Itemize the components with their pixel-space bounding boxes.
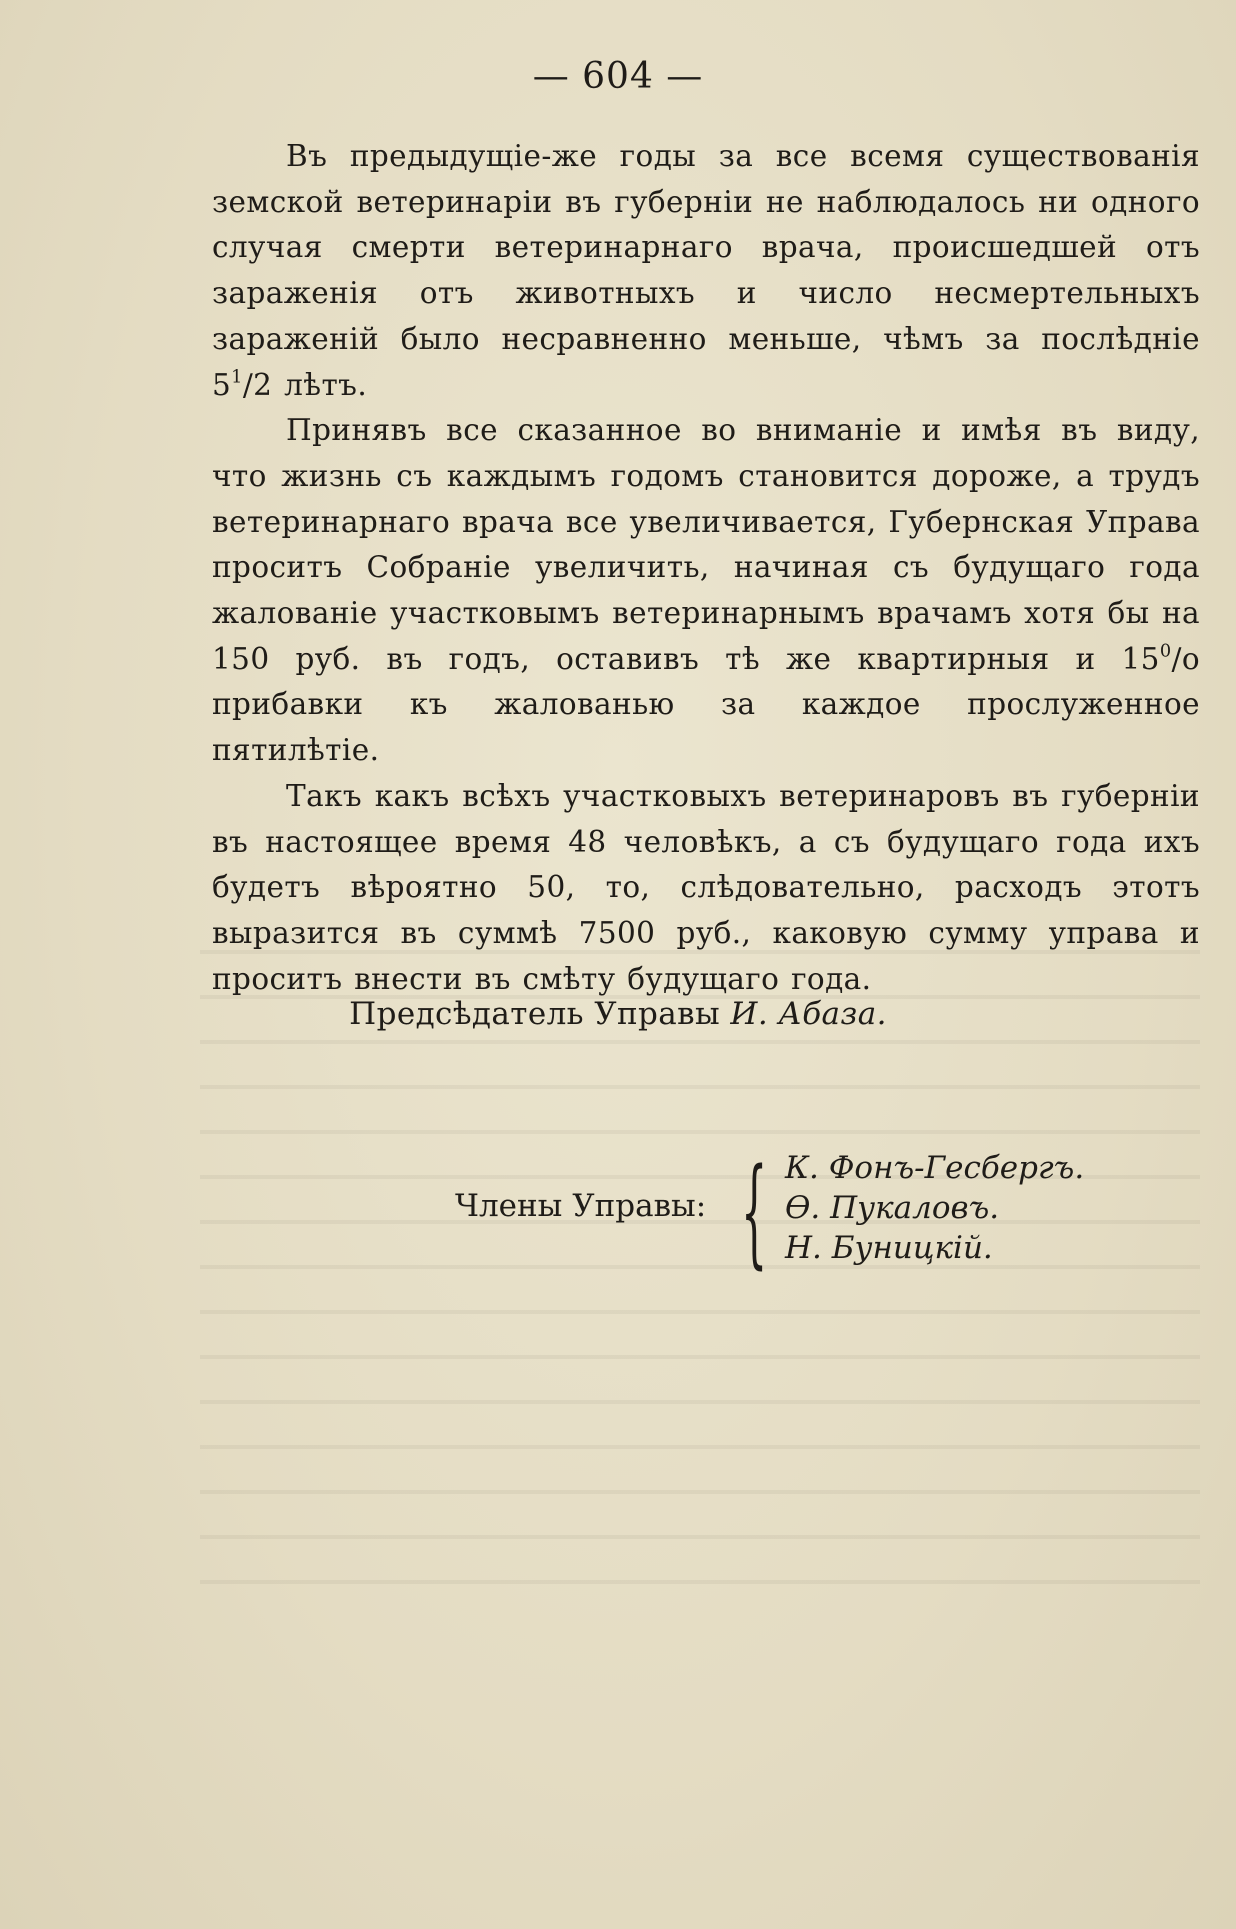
paragraph-2-text: Принявъ все сказанное во вниманіе и имѣя въ виду, что жизнь съ каждымъ годомъ становится дороже, а трудъ ветеринарнаго врача все увеличивается, Губернская Управа проситъ Собраніе увеличить, начиная съ будущаго года жалованіе участковымъ ветеринарнымъ врачамъ хотя бы на 150 руб. въ годъ, оставивъ тѣ же квартирныя и 15 [212, 413, 1200, 676]
chair-name: И. Абаза. [730, 996, 887, 1032]
fraction-denominator: /2 [242, 367, 273, 402]
body-text [212, 134, 1200, 1002]
members-label: Члены Управы: [455, 1188, 707, 1224]
page-number: — 604 — [532, 56, 704, 97]
member-name: К. Фонъ-Гесбергъ. [785, 1150, 1085, 1186]
chair-signature [0, 996, 1236, 1032]
member-names [785, 1148, 1084, 1268]
paragraph-2 [212, 408, 1200, 774]
percent-sup: 0 [1159, 641, 1172, 662]
chair-label: Предсѣдатель Управы [349, 996, 721, 1032]
fraction-numerator: 1 [231, 367, 243, 388]
member-name: Н. Буницкій. [785, 1230, 993, 1266]
brace-glyph: { [741, 1142, 768, 1280]
member-name: Ѳ. Пукаловъ. [785, 1190, 1000, 1226]
paragraph-3 [212, 774, 1200, 1003]
paragraph-2-end: /o прибавки къ жалованью за каждое прослуженное пятилѣтіе. [212, 641, 1200, 768]
paragraph-3-text: Такъ какъ всѣхъ участковыхъ ветеринаровъ въ губерніи въ настоящее время 48 человѣкъ, а съ будущаго года ихъ будетъ вѣроятно 50, то, слѣдовательно, расходъ этотъ выразится въ суммѣ 7500 руб., каковую сумму управа и проситъ внести въ смѣту будущаго года. [212, 778, 1200, 996]
paragraph-1-text: Въ предыдущіе-же годы за все всемя существованія земской ветеринаріи въ губерніи не наблюдалось ни одного случая смерти ветеринарнаго врача, происшедшей отъ зараженія отъ животныхъ и число несмертельныхъ зараженій было несравненно меньше, чѣмъ за послѣдніе 5 [212, 139, 1200, 402]
paragraph-1-end: лѣтъ. [272, 367, 368, 402]
paragraph-1 [212, 134, 1200, 408]
members-signature [455, 1142, 1155, 1280]
